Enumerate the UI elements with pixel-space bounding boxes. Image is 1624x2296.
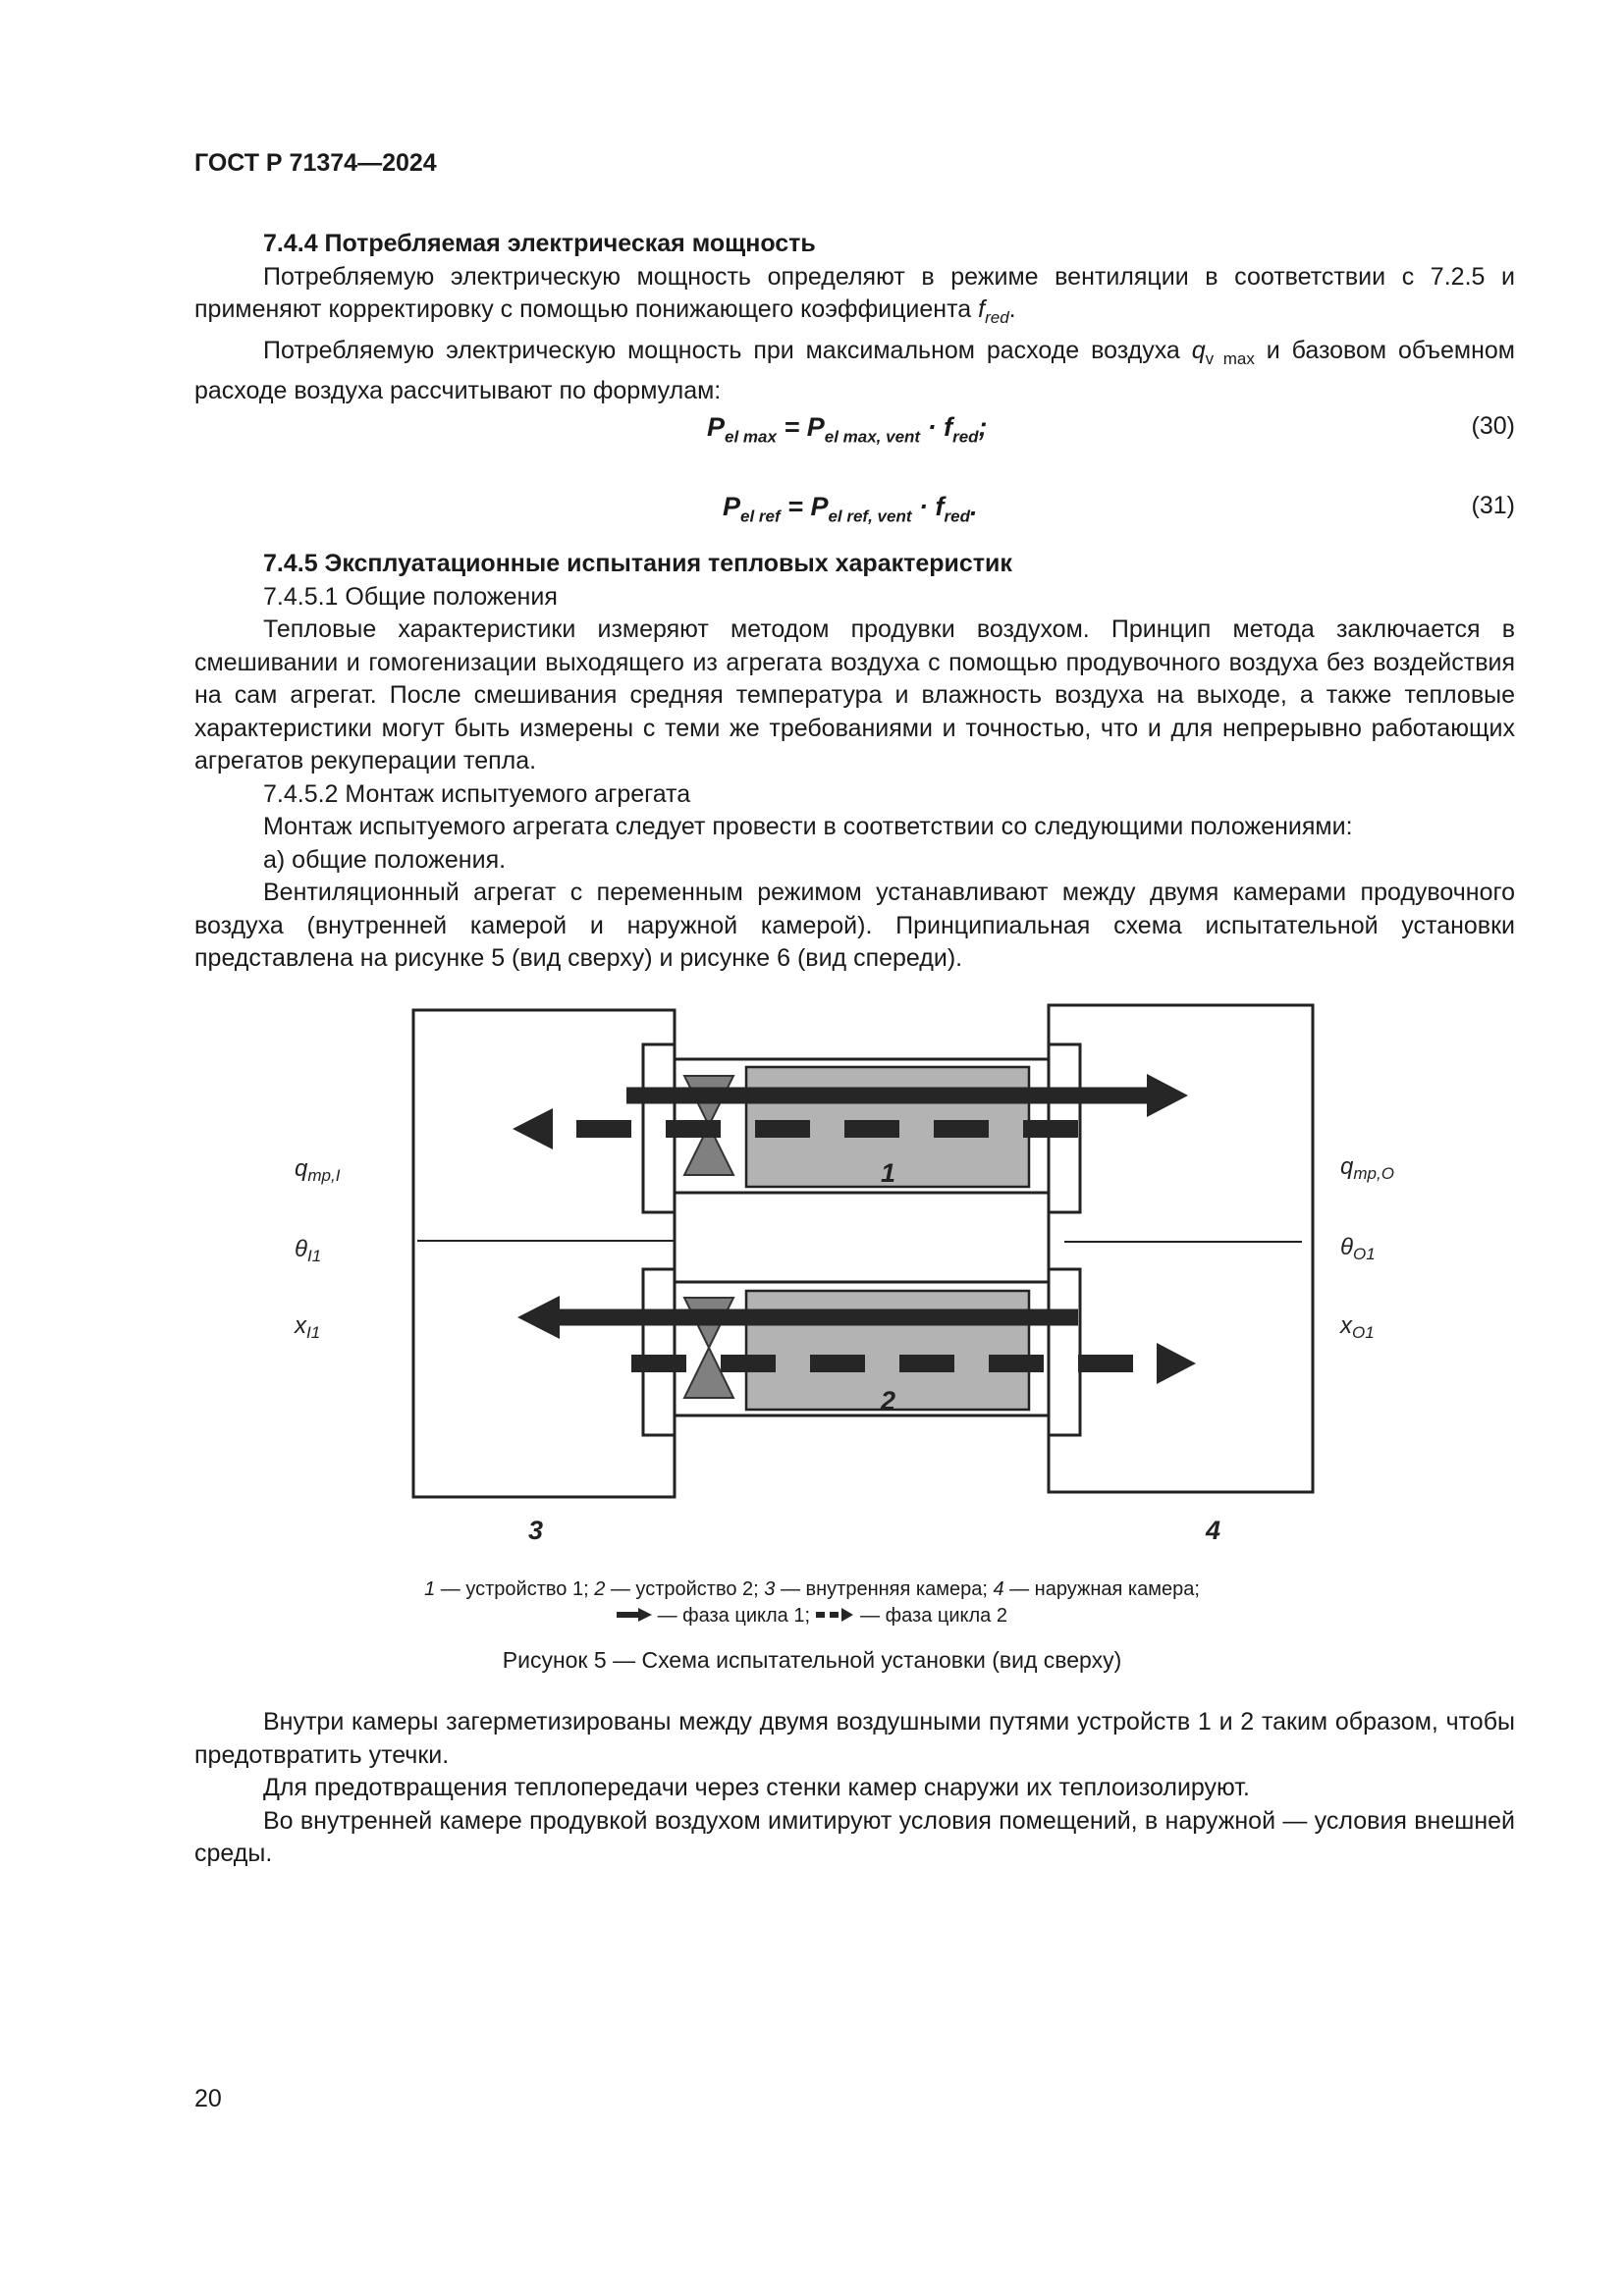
dashed-arrow-icon: [816, 1608, 855, 1622]
subsection-heading: 7.4.5.2 Монтаж испытуемого агрегата: [263, 779, 691, 808]
flange: [643, 1269, 675, 1435]
outer-chamber: [1049, 1005, 1313, 1492]
legend-line-1: 1 — устройство 1; 2 — устройство 2; 3 — внутренняя камера; 4 — наружная камера;: [424, 1578, 1200, 1600]
paragraph: Внутри камеры загерметизированы между двумя воздушными путями устройств 1 и 2 таким образом, чтобы предотвратить утечки.: [194, 1708, 1515, 1769]
flange: [1049, 1269, 1080, 1435]
page-number: 20: [194, 2085, 222, 2112]
section-heading: 7.4.4 Потребляемая электрическая мощность: [263, 230, 816, 257]
label-theta-out: $\theta_{O1}$: [1340, 1234, 1376, 1263]
subsection-heading: 7.4.5.1 Общие положения: [263, 582, 558, 611]
section-heading: 7.4.5 Эксплуатационные испытания тепловых характеристик: [263, 550, 1012, 577]
label-theta-in: $\theta_{I1}$: [295, 1236, 322, 1265]
figure-legend: [0, 1576, 1624, 1629]
paragraph: а) общие положения.: [263, 845, 507, 874]
formula-number: (31): [1471, 492, 1515, 519]
label-q-out: $q_{mp,O}$: [1340, 1153, 1394, 1183]
inner-chamber: [413, 1010, 675, 1497]
label-inner-chamber: 3: [528, 1516, 544, 1545]
label-device1: 1: [881, 1158, 896, 1188]
legend-line-2: — фаза цикла 1; — фаза цикла 2: [0, 1603, 1624, 1629]
document-header: ГОСТ Р 71374—2024: [194, 149, 437, 177]
paragraph: Потребляемую электрическую мощность определяют в режиме вентиляции в соответствии с 7.2.5 и применяют корректировку с помощью понижающего коэффициента $f_{red}$.: [194, 262, 1515, 327]
paragraph: Вентиляционный агрегат с переменным режимом устанавливают между двумя камерами продувочного воздуха (внутренней камерой и наружной камерой). Принципиальная схема испытательной установки представлена на рисунке 5 (вид сверху) и рисунке 6 (вид спереди).: [194, 879, 1515, 972]
formula-number: (30): [1471, 412, 1515, 440]
paragraph: Монтаж испытуемого агрегата следует провести в соответствии со следующими положениями:: [263, 813, 1353, 840]
paragraph: Потребляемую электрическую мощность при максимальном расходе воздуха $q_{v max}$ и базовом объемном расходе воздуха рассчитывают по формулам:: [194, 336, 1515, 404]
formula-30: $P_{el max} = P_{el max, vent} \cdot f_{red}$; (30): [707, 412, 1515, 447]
paragraph: Во внутренней камере продувкой воздухом имитируют условия помещений, в наружной — условия внешней среды.: [194, 1806, 1515, 1867]
paragraph: Для предотвращения теплопередачи через стенки камер снаружи их теплоизолируют.: [263, 1774, 1250, 1801]
label-outer-chamber: 4: [1206, 1516, 1221, 1545]
paragraph: Тепловые характеристики измеряют методом продувки воздухом. Принцип метода заключается в смешивании и гомогенизации выходящего из агрегата воздуха с помощью продувочного воздуха без воздействия на сам агрегат. После смешивания средняя температура и влажность воздуха на выходе, а также тепловые характеристики могут быть измерены с теми же требованиями и точностью, что и для непрерывно работающих агрегатов рекуперации тепла.: [194, 615, 1515, 774]
label-x-out: $x_{O1}$: [1340, 1312, 1375, 1342]
label-q-in: $q_{mp,I}$: [295, 1155, 341, 1185]
solid-arrow-icon: [617, 1608, 652, 1622]
text-after-figure: [194, 1706, 1515, 1871]
figure-title: Рисунок 5 — Схема испытательной установки (вид сверху): [502, 1647, 1122, 1673]
label-x-in: $x_{I1}$: [295, 1312, 321, 1342]
label-device2: 2: [881, 1386, 896, 1415]
formula-31: $P_{el ref} = P_{el ref, vent} \cdot f_{red}$. (31): [723, 492, 1515, 526]
